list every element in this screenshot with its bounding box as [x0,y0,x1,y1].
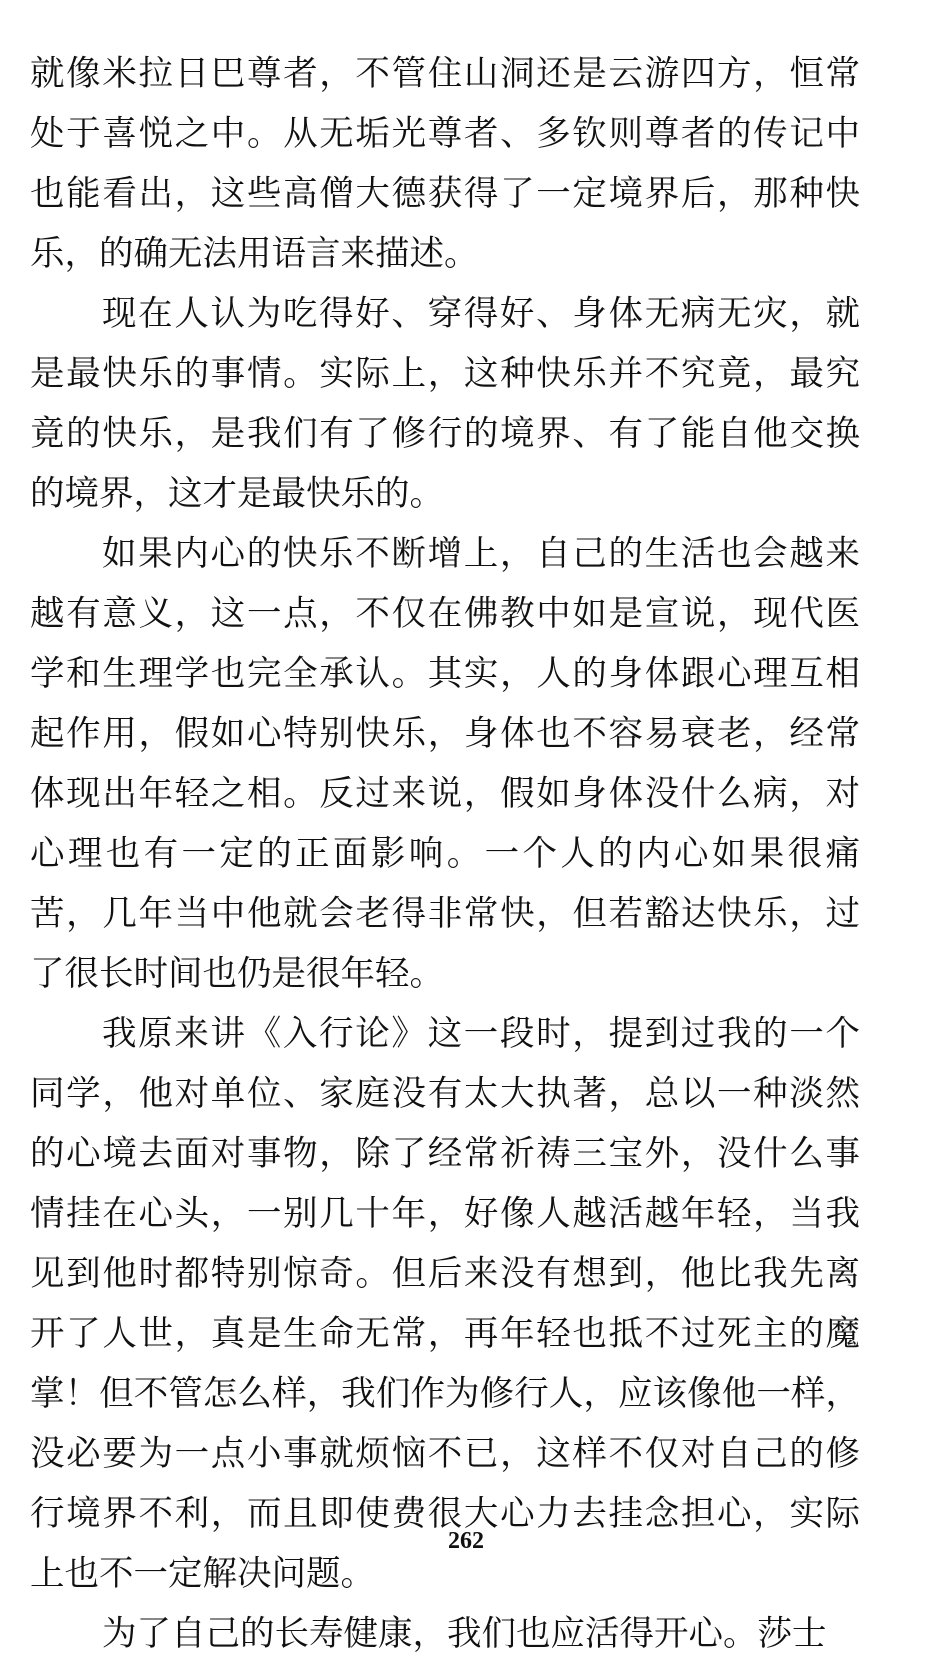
text-line: 如果内心的快乐不断增上，自己的生活也会越来 [102,534,860,574]
text-line: 竟的快乐，是我们有了修行的境界、有了能自他交换 [30,414,860,454]
text-line: 的境界，这才是最快乐的。 [30,474,444,514]
text-line: 开了人世，真是生命无常，再年轻也抵不过死主的魔 [30,1314,860,1354]
text-line: 行境界不利，而且即使费很大心力去挂念担心，实际 [30,1494,860,1534]
text-line: 体现出年轻之相。反过来说，假如身体没什么病，对 [30,774,860,814]
text-line: 没必要为一点小事就烦恼不已，这样不仅对自己的修 [30,1434,860,1474]
text-line: 了很长时间也仍是很年轻。 [30,954,444,994]
paragraph-3 [30,524,860,1004]
text-line: 就像米拉日巴尊者，不管住山洞还是云游四方，恒常 [30,54,860,94]
body-text [30,44,860,1664]
text-line: 现在人认为吃得好、穿得好、身体无病无灾，就 [102,294,860,334]
paragraph-1 [30,44,860,284]
text-line: 心理也有一定的正面影响。一个人的内心如果很痛 [30,834,860,874]
text-line: 起作用，假如心特别快乐，身体也不容易衰老，经常 [30,714,860,754]
text-line: 为了自己的长寿健康，我们也应活得开心。莎士 [102,1614,827,1654]
text-line: 学和生理学也完全承认。其实，人的身体跟心理互相 [30,654,860,694]
paragraph-5 [30,1604,860,1664]
text-line: 也能看出，这些高僧大德获得了一定境界后，那种快 [30,174,860,214]
text-line: 上也不一定解决问题。 [30,1554,375,1594]
paragraph-2 [30,284,860,524]
text-line: 同学，他对单位、家庭没有太大执著，总以一种淡然 [30,1074,860,1114]
text-line: 处于喜悦之中。从无垢光尊者、多钦则尊者的传记中 [30,114,860,154]
text-line: 是最快乐的事情。实际上，这种快乐并不究竟，最究 [30,354,860,394]
text-line: 情挂在心头，一别几十年，好像人越活越年轻，当我 [30,1194,860,1234]
text-line: 乐，的确无法用语言来描述。 [30,234,479,274]
text-line: 掌！但不管怎么样，我们作为修行人，应该像他一样， [30,1374,860,1414]
text-line: 见到他时都特别惊奇。但后来没有想到，他比我先离 [30,1254,860,1294]
text-line: 我原来讲《入行论》这一段时，提到过我的一个 [102,1014,860,1054]
text-line: 的心境去面对事物，除了经常祈祷三宝外，没什么事 [30,1134,860,1174]
paragraph-4 [30,1004,860,1604]
text-line: 越有意义，这一点，不仅在佛教中如是宣说，现代医 [30,594,860,634]
text-line: 苦，几年当中他就会老得非常快，但若豁达快乐，过 [30,894,860,934]
page-number: 262 [448,1528,484,1554]
